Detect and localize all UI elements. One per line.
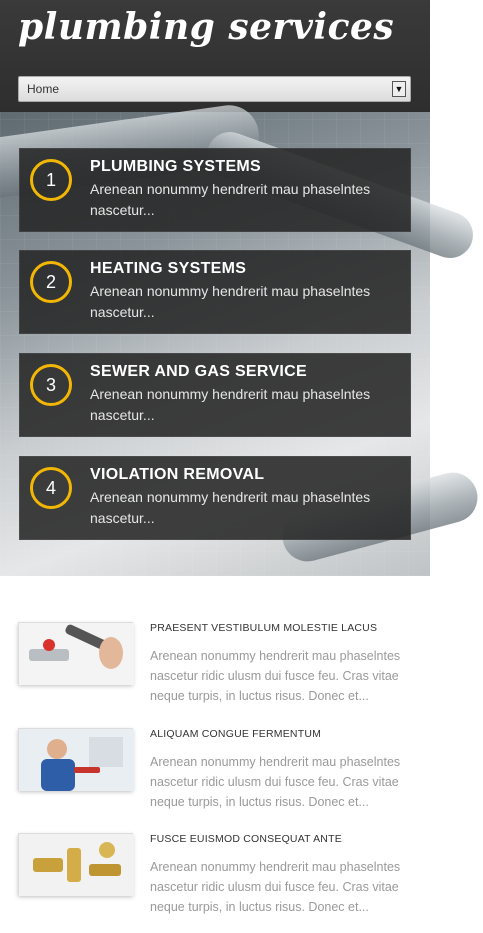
nav-selected-value: Home xyxy=(27,82,60,96)
article-excerpt: Arenean nonummy hendrerit mau phaselntes nascetur ridic ulusm dui fusce feu. Cras vitae neque turpis, in luctus risus. Donec et... xyxy=(150,755,401,809)
chevron-down-icon[interactable]: ▼ xyxy=(392,81,406,97)
article-item xyxy=(18,833,414,933)
service-card[interactable] xyxy=(19,148,411,232)
service-number-badge: 2 xyxy=(30,261,72,303)
service-card[interactable] xyxy=(19,353,411,437)
service-number-badge: 4 xyxy=(30,467,72,509)
service-description: Arenean nonummy hendrerit mau phaselntes nascetur... xyxy=(90,283,371,320)
article-title[interactable]: PRAESENT VESTIBULUM MOLESTIE LACUS xyxy=(150,622,378,634)
service-card[interactable] xyxy=(19,250,411,334)
service-title[interactable]: HEATING SYSTEMS xyxy=(90,260,247,277)
wrench-faucet-photo[interactable] xyxy=(18,622,133,684)
article-item xyxy=(18,622,414,722)
service-description: Arenean nonummy hendrerit mau phaselntes nascetur... xyxy=(90,386,371,423)
site-header xyxy=(0,0,430,112)
article-excerpt: Arenean nonummy hendrerit mau phaselntes nascetur ridic ulusm dui fusce feu. Cras vitae neque turpis, in luctus risus. Donec et... xyxy=(150,649,401,703)
article-item xyxy=(18,728,414,828)
service-title[interactable]: PLUMBING SYSTEMS xyxy=(90,158,262,175)
service-number-badge: 3 xyxy=(30,364,72,406)
article-excerpt: Arenean nonummy hendrerit mau phaselntes nascetur ridic ulusm dui fusce feu. Cras vitae neque turpis, in luctus risus. Donec et... xyxy=(150,860,401,914)
plumber-photo[interactable] xyxy=(18,728,133,790)
service-description: Arenean nonummy hendrerit mau phaselntes nascetur... xyxy=(90,181,371,218)
service-description: Arenean nonummy hendrerit mau phaselntes nascetur... xyxy=(90,489,371,526)
article-title[interactable]: FUSCE EUISMOD CONSEQUAT ANTE xyxy=(150,833,342,845)
nav-menu-select[interactable] xyxy=(18,76,411,102)
site-logo[interactable]: plumbing services xyxy=(18,6,395,48)
brass-fittings-photo[interactable] xyxy=(18,833,133,895)
article-title[interactable]: ALIQUAM CONGUE FERMENTUM xyxy=(150,728,322,740)
service-title[interactable]: SEWER AND GAS SERVICE xyxy=(90,363,308,380)
service-card[interactable] xyxy=(19,456,411,540)
service-number-badge: 1 xyxy=(30,159,72,201)
hero-section xyxy=(0,112,430,576)
service-title[interactable]: VIOLATION REMOVAL xyxy=(90,466,265,483)
